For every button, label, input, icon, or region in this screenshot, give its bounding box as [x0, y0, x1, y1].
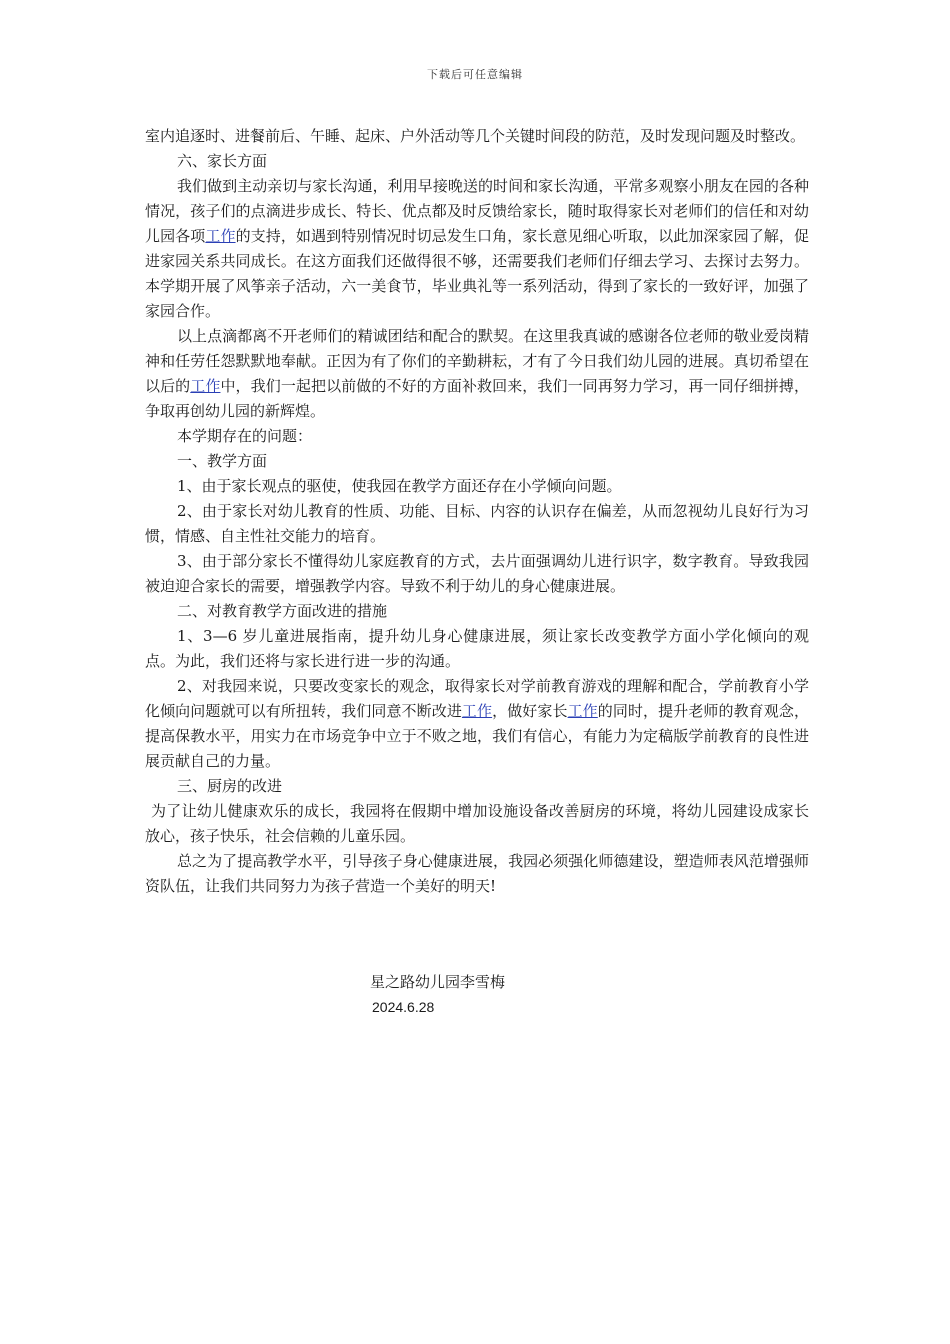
paragraph-parents — [145, 174, 809, 324]
text-span: 我们做到主动亲切与家长沟通，利用早接晚送的时间和家长沟通，平常多观察小朋友在园的各种情况，孩子们的点滴进步成长、特长、优点都及时反馈给家长，随时取得家长对老师们的信任和对幼儿园各项 — [145, 177, 809, 245]
signature-block — [370, 970, 505, 1020]
paragraph-thanks — [145, 324, 809, 424]
list-item-improvement-1: 1、3—6 岁儿童进展指南，提升幼儿身心健康进展，须让家长改变教学方面小学化倾向的观点。为此，我们还将与家长进行进一步的沟通。 — [145, 627, 809, 670]
text-span: ，做好家长 — [492, 702, 568, 720]
text-span: 的同时，提升老师的教育观念，提高保教水平，用实力在市场竞争中立于不败之地，我们有信心，有能力为定稿版学前教育的良性进展贡献自己的力量。 — [145, 702, 809, 770]
work-link[interactable]: 工作 — [190, 377, 221, 395]
work-link[interactable]: 工作 — [461, 702, 493, 720]
section-heading-problems: 本学期存在的问题： — [177, 427, 313, 445]
document-body — [145, 124, 809, 899]
paragraph-kitchen: 为了让幼儿健康欢乐的成长，我园将在假期中增加设施设备改善厨房的环境，将幼儿园建设成家长放心，孩子快乐，社会信赖的儿童乐园。 — [145, 802, 809, 845]
paragraph-safety-continued: 室内追逐时、进餐前后、午睡、起床、户外活动等几个关键时间段的防范，及时发现问题及时整改。 — [145, 127, 806, 145]
text-span: 中，我们一起把以前做的不好的方面补救回来，我们一同再努力学习，再一同仔细拼搏，争取再创幼儿园的新辉煌。 — [145, 377, 809, 420]
paragraph-conclusion: 总之为了提高教学水平，引导孩子身心健康进展，我园必须强化师德建设，塑造师表风范增强师资队伍，让我们共同努力为孩子营造一个美好的明天! — [145, 852, 809, 895]
section-heading-improvements: 二、对教育教学方面改进的措施 — [177, 602, 388, 620]
text-span: 以上点滴都离不开老师们的精诚团结和配合的默契。在这里我真诚的感谢各位老师的敬业爱岗精神和任劳任怨默默地奉献。正因为有了你们的辛勤耕耘，才有了今日我们幼儿园的进展。真切希望在以后的 — [145, 327, 809, 395]
text-span: 的支持，如遇到特别情况时切忌发生口角，家长意见细心听取，以此加深家园了解，促进家园关系共同成长。在这方面我们还做得很不够，还需要我们老师们仔细去学习、去探讨去努力。本学期开展了风筝亲子活动，六一美食节，毕业典礼等一系列活动，得到了家长的一致好评，加强了家园合作。 — [145, 227, 809, 320]
work-link[interactable]: 工作 — [205, 227, 236, 245]
work-link[interactable]: 工作 — [567, 702, 598, 720]
list-item-problem-3: 3、由于部分家长不懂得幼儿家庭教育的方式，去片面强调幼儿进行识字，数字教育。导致我园被迫迎合家长的需要，增强教学内容。导致不利于幼儿的身心健康进展。 — [145, 552, 809, 595]
list-item-problem-2: 2、由于家长对幼儿教育的性质、功能、目标、内容的认识存在偏差，从而忽视幼儿良好行为习惯，情感、自主性社交能力的培育。 — [145, 502, 809, 545]
list-item-improvement-2 — [145, 674, 809, 774]
list-item-problem-1: 1、由于家长观点的驱使，使我园在教学方面还存在小学倾向问题。 — [177, 477, 622, 495]
section-heading-parents: 六、家长方面 — [177, 152, 268, 170]
text-span: 2、对我园来说，只要改变家长的观念，取得家长对学前教育游戏的理解和配合，学前教育小学化倾向问题就可以有所扭转，我们同意不断改进 — [145, 677, 809, 720]
signature-date: 2024.6.28 — [372, 999, 435, 1015]
section-heading-kitchen: 三、厨房的改进 — [177, 777, 283, 795]
section-heading-teaching: 一、教学方面 — [177, 452, 268, 470]
signature-name: 星之路幼儿园李雪梅 — [370, 973, 506, 991]
page-header: 下载后可任意编辑 — [427, 68, 523, 81]
